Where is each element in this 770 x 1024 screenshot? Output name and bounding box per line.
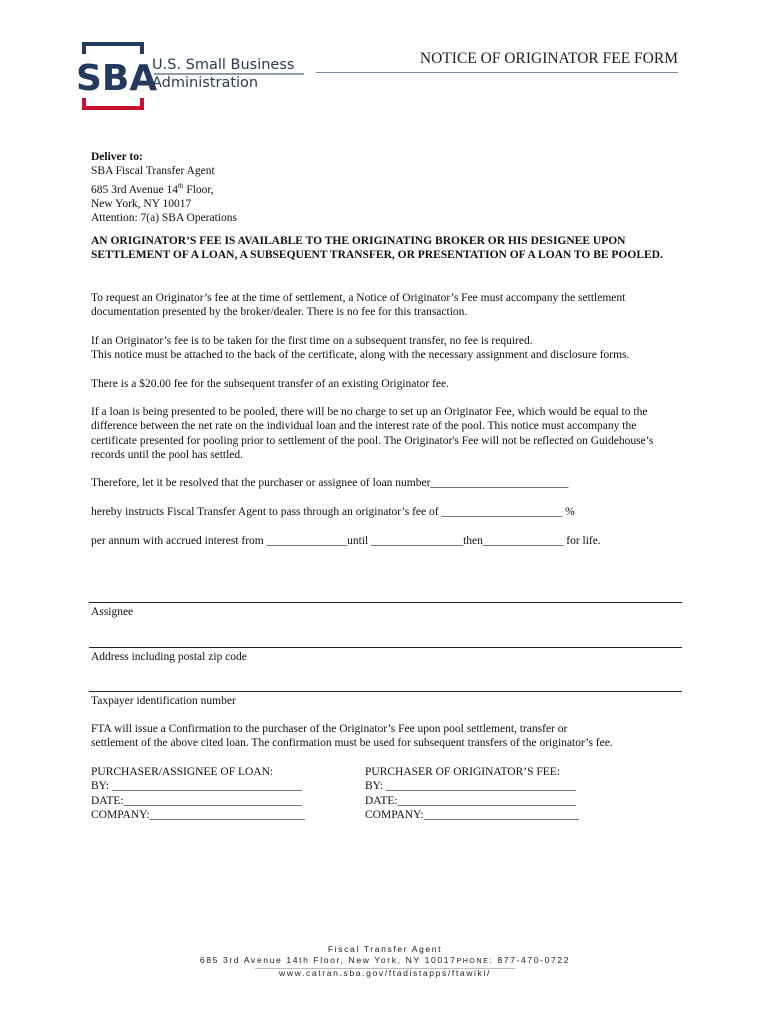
purchaser-by-field[interactable]: BY: _________________________________ [91, 780, 302, 793]
taxpayer-id-line[interactable] [89, 691, 682, 692]
assignee-signature-line[interactable] [89, 602, 682, 603]
purchaser-company-field[interactable]: COMPANY:___________________________ [91, 809, 305, 822]
accrued-interest-line[interactable]: per annum with accrued interest from ______________until ________________then______________ for life. [91, 535, 601, 547]
deliver-line-1: SBA Fiscal Transfer Agent [91, 165, 215, 178]
fta-line-1: FTA will issue a Confirmation to the purchaser of the Originator’s Fee upon pool settlement, transfer or [91, 723, 568, 735]
title-rule [316, 72, 678, 73]
deliver-line-4: Attention: 7(a) SBA Operations [91, 212, 237, 225]
org-line-1: U.S. Small Business [152, 57, 295, 73]
notice-heading: AN ORIGINATOR’S FEE IS AVAILABLE TO THE ORIGINATING BROKER OR HIS DESIGNEE UPON SETTLEMENT OF A LOAN, A SUBSEQUENT TRANSFER, OR PRESENTATION OF A LOAN TO BE POOLED. [91, 235, 663, 262]
loan-number-line[interactable]: Therefore, let it be resolved that the purchaser or assignee of loan number________________________ [91, 477, 569, 489]
form-title: NOTICE OF ORIGINATOR FEE FORM [419, 50, 678, 67]
taxpayer-label: Taxpayer identification number [91, 695, 236, 707]
paragraph-fee: There is a $20.00 fee for the subsequent transfer of an existing Originator fee. [91, 378, 449, 390]
footer-url[interactable]: www.catran.sba.gov/ftadistapps/ftawiki/ [279, 967, 491, 978]
paragraph-subsequent-line-1: If an Originator’s fee is to be taken for the first time on a subsequent transfer, no fee is required. [91, 335, 533, 347]
address-line[interactable] [89, 647, 682, 648]
fta-line-2: settlement of the above cited loan. The confirmation must be used for subsequent transfers of the originator’s fee. [91, 737, 613, 750]
originator-purchaser-block [365, 765, 579, 823]
footer-address [90, 955, 680, 967]
logo-letters: SBA [76, 58, 158, 99]
deliver-line-3: New York, NY 10017 [91, 198, 192, 211]
footer [90, 944, 680, 979]
paragraph-subsequent-line-2: This notice must be attached to the back of the certificate, along with the necessary assignment and disclosure forms. [91, 349, 630, 362]
org-name [152, 56, 294, 92]
paragraph-settlement: To request an Originator’s fee at the time of settlement, a Notice of Originator’s Fee must accompany the settlement documentation presented by the broker/dealer. There is no fee for this transaction. [91, 292, 626, 319]
originator-by-field[interactable]: BY: _________________________________ [365, 780, 576, 793]
deliver-heading: Deliver to: [91, 151, 143, 163]
assignee-label: Assignee [91, 606, 134, 618]
originator-date-field[interactable]: DATE:_______________________________ [365, 794, 576, 807]
originator-company-field[interactable]: COMPANY:___________________________ [365, 809, 579, 822]
originator-heading: PURCHASER OF ORIGINATOR’S FEE: [365, 766, 561, 778]
paragraph-subsequent-transfer [91, 334, 681, 363]
address-sup: th [177, 181, 184, 190]
purchaser-date-field[interactable]: DATE:_______________________________ [91, 794, 302, 807]
address-floor: Floor, [183, 183, 214, 196]
footer-agent: Fiscal Transfer Agent [327, 944, 443, 954]
deliver-to-block [91, 150, 237, 226]
footer-phone: : 877-470-0722 [489, 955, 571, 966]
paragraph-pooled: If a loan is being presented to be pooled, there will be no charge to set up an Originator Fee, which would be equal to the difference between the net rate on the individual loan and the interest rate of the pool. This notice must accompany the certificate presented for pooling prior to settlement of the pool. The Originator's Fee will not be reflected on Guidehouse’s records until the pool has settled. [91, 406, 654, 462]
purchaser-assignee-block [91, 765, 305, 823]
org-line-2: Administration [152, 75, 259, 91]
footer-street: 685 3rd Avenue 14th Floor, New York, NY 10017 [199, 955, 457, 966]
footer-rule [255, 968, 515, 969]
address-street: 685 3rd Avenue 14 [91, 183, 178, 196]
purchaser-heading: PURCHASER/ASSIGNEE OF LOAN: [91, 766, 274, 778]
deliver-line-2 [91, 179, 237, 197]
originator-fee-line[interactable]: hereby instructs Fiscal Transfer Agent to pass through an originator’s fee of _____________________ % [91, 506, 575, 518]
address-label: Address including postal zip code [91, 651, 247, 663]
fta-confirmation-notice [91, 722, 681, 751]
footer-phone-label: PHONE [456, 958, 490, 966]
